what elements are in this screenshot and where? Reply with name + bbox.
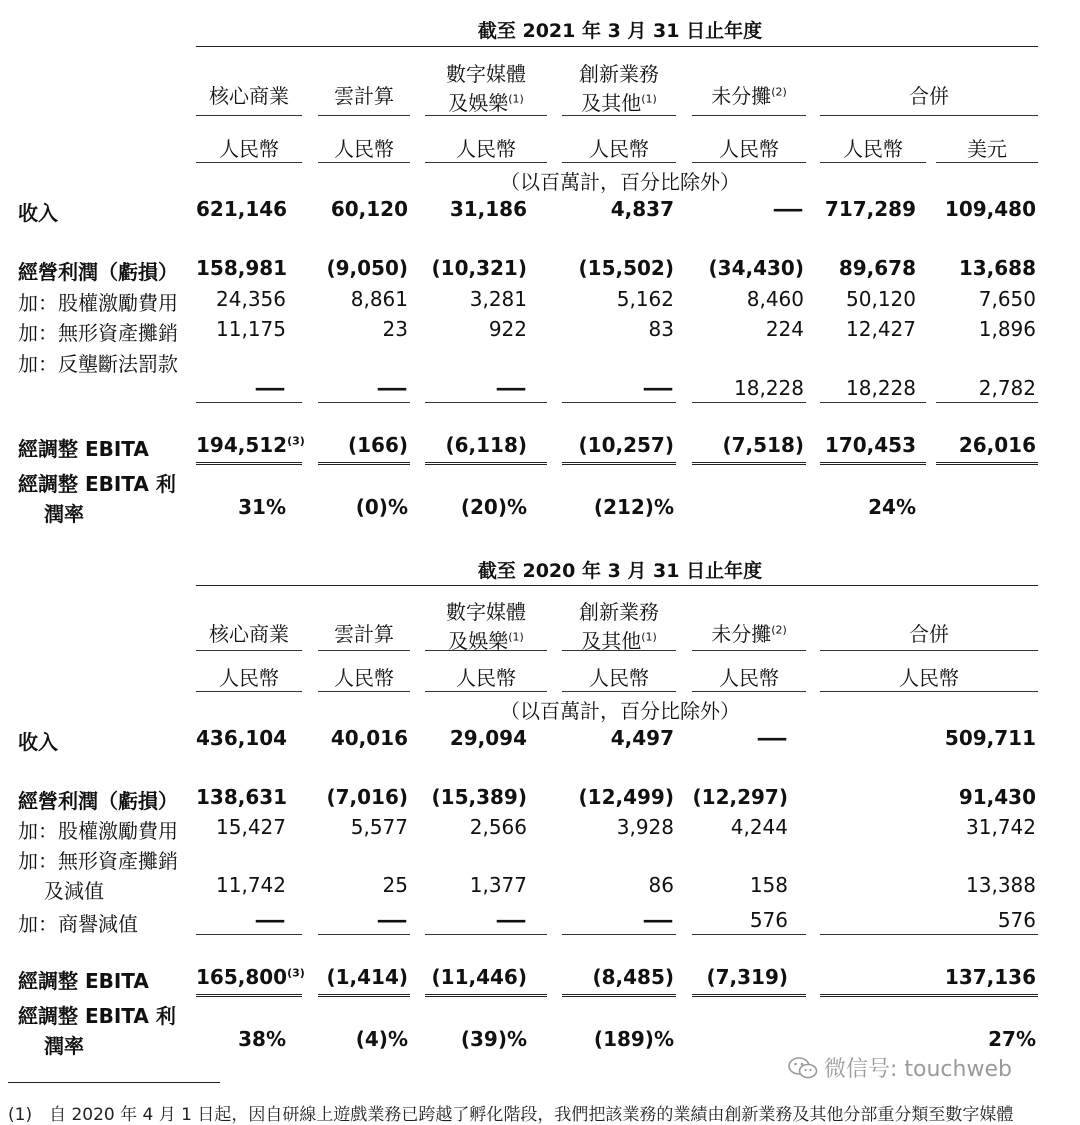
row-label: 經調整 EBITA [18,969,149,993]
table-cell: 3,281 [469,287,527,311]
divider [425,691,547,692]
table-cell: 31,742 [966,815,1036,839]
table-cell: 40,016 [330,726,408,750]
table-cell: 25 [382,873,408,897]
currency-cell: 人民幣 [456,137,516,161]
table-cell: 1,896 [978,317,1036,341]
table-cell: (7,518) [722,433,804,457]
table-cell: 576 [997,908,1036,932]
divider [692,691,806,692]
divider [196,162,302,163]
row-label: 經營利潤（虧損） [18,260,178,284]
row-label: 加：無形資產攤銷 [18,849,178,873]
divider [692,115,806,116]
table-cell: 4,497 [610,726,674,750]
divider [820,934,1038,935]
currency-cell: 人民幣 [719,137,779,161]
divider [318,402,410,403]
row-label: 加：無形資產攤銷 [18,321,178,345]
divider [562,691,676,692]
table-cell: 576 [749,908,788,932]
row-label: 潤率 [44,502,84,526]
table-cell: 86 [648,873,674,897]
divider [820,650,1038,651]
table-cell: 509,711 [944,726,1036,750]
table-cell: 2,782 [978,376,1036,400]
table-cell: 158 [749,873,788,897]
divider [196,650,302,651]
footnote-ref: (1) [508,92,524,106]
table-cell: 922 [488,317,527,341]
table-cell: (8,485) [592,965,674,989]
table-cell [196,433,305,457]
table-cell: — [642,908,674,932]
col-header-consol: 合併 [909,84,949,108]
table-cell: — [642,376,674,400]
table-cell: 26,016 [958,433,1036,457]
table-cell: — [254,376,286,400]
currency-cell: 人民幣 [843,137,903,161]
table-cell: (7,016) [326,785,408,809]
footnote-ref: (3) [287,966,305,980]
table-cell: (189)% [593,1027,674,1051]
table-cell: (39)% [460,1027,527,1051]
table-cell: — [495,908,527,932]
unit-note: （以百萬計，百分比除外） [500,699,740,723]
divider [692,934,806,935]
table-cell: (34,430) [708,256,804,280]
col-header-media-line1: 數字媒體 [446,62,526,86]
table-cell: (15,502) [578,256,674,280]
col-header-media-text: 及娛樂 [448,91,509,115]
unit-note: （以百萬計，百分比除外） [500,170,740,194]
table-cell: 3,928 [616,815,674,839]
table-cell: 11,175 [216,317,286,341]
table-cell: 18,228 [734,376,804,400]
divider [692,162,806,163]
col-header-core: 核心商業 [209,622,289,646]
divider [562,162,676,163]
currency-cell: 人民幣 [456,666,516,690]
table-cell: (11,446) [431,965,527,989]
table-cell: 137,136 [944,965,1036,989]
col-header-unalloc [692,618,806,647]
divider [196,585,1038,586]
divider [425,115,547,116]
table-cell: 8,861 [350,287,408,311]
table-cell: 12,427 [846,317,916,341]
table-cell: 50,120 [846,287,916,311]
divider [196,994,302,997]
table-cell: (4)% [355,1027,408,1051]
table-cell: 24,356 [216,287,286,311]
col-header-innov [562,58,676,116]
divider [692,402,806,403]
divider [692,462,806,465]
table-cell: 15,427 [216,815,286,839]
table-cell: (7,319) [706,965,788,989]
table-cell: 27% [988,1027,1036,1051]
divider [196,115,302,116]
col-header-media [425,596,547,654]
table-cell: (10,321) [431,256,527,280]
section-2021-title: 截至 2021 年 3 月 31 日止年度 [477,20,763,42]
footnote-ref: (2) [771,623,787,637]
table-cell: 109,480 [944,197,1036,221]
row-label: 加：商譽減值 [18,912,138,936]
table-cell: 29,094 [449,726,527,750]
col-header-unalloc-text: 未分攤 [711,622,772,646]
table-cell: 158,981 [196,256,288,280]
divider [425,994,547,997]
divider [562,402,676,403]
divider [820,462,926,465]
row-label: 經調整 EBITA 利 [18,1004,176,1028]
row-label: 潤率 [44,1034,84,1058]
divider [196,402,302,403]
table-cell: (212)% [593,495,674,519]
table-cell: 138,631 [196,785,288,809]
divider [196,691,302,692]
section-2020-title: 截至 2020 年 3 月 31 日止年度 [477,560,763,582]
table-cell: 4,244 [730,815,788,839]
row-label: 加：股權激勵費用 [18,291,178,315]
table-cell: — [772,197,804,221]
currency-cell: 人民幣 [219,137,279,161]
divider [820,691,1038,692]
col-header-media [425,58,547,116]
divider [562,115,676,116]
col-header-innov-text: 及其他 [581,91,642,115]
table-cell: 4,837 [610,197,674,221]
table-cell: 11,742 [216,873,286,897]
divider [318,994,410,997]
table-cell: (0)% [355,495,408,519]
currency-cell: 人民幣 [219,666,279,690]
table-cell: — [376,908,408,932]
divider [196,934,302,935]
divider [692,650,806,651]
col-header-cloud: 雲計算 [334,84,394,108]
divider [820,994,1038,997]
table-cell: — [254,908,286,932]
col-header-innov [562,596,676,654]
col-header-innov-line1: 創新業務 [579,62,659,86]
table-cell: 8,460 [746,287,804,311]
col-header-unalloc [692,80,806,109]
col-header-cloud: 雲計算 [334,622,394,646]
divider [318,115,410,116]
table-cell: (10,257) [578,433,674,457]
divider [318,162,410,163]
table-cell: 1,377 [469,873,527,897]
table-cell: 13,388 [966,873,1036,897]
row-label: 加：股權激勵費用 [18,819,178,843]
divider [318,934,410,935]
divider [562,650,676,651]
divider [562,994,676,997]
table-cell: 60,120 [330,197,408,221]
col-header-media-text: 及娛樂 [448,629,509,653]
divider [562,462,676,465]
wechat-icon [788,1057,818,1079]
divider [425,650,547,651]
table-cell: 18,228 [846,376,916,400]
table-cell: 24% [868,495,916,519]
col-header-core: 核心商業 [209,84,289,108]
divider [318,650,410,651]
row-label: 收入 [18,730,58,754]
table-cell: 621,146 [196,197,288,221]
divider [562,934,676,935]
currency-cell: 美元 [967,137,1007,161]
table-cell: 436,104 [196,726,288,750]
table-cell: 224 [765,317,804,341]
col-header-innov-line2 [562,87,676,116]
col-header-media-line2 [425,87,547,116]
col-header-innov-text: 及其他 [581,629,642,653]
footnote-ref: (3) [287,434,305,448]
row-label: 經調整 EBITA 利 [18,472,176,496]
row-label: 及減值 [44,879,104,903]
divider [425,462,547,465]
cell-value: 165,800 [196,965,288,989]
table-cell: (12,499) [578,785,674,809]
table-cell: 31,186 [449,197,527,221]
table-cell: (15,389) [431,785,527,809]
divider [318,462,410,465]
row-label: 加：反壟斷法罰款 [18,352,178,376]
table-cell: (166) [347,433,408,457]
currency-cell: 人民幣 [899,666,959,690]
table-cell: (12,297) [692,785,788,809]
table-cell: (20)% [460,495,527,519]
divider [425,402,547,403]
table-cell: 38% [238,1027,286,1051]
table-cell: 83 [648,317,674,341]
table-cell: (9,050) [326,256,408,280]
table-cell: 717,289 [824,197,916,221]
currency-cell: 人民幣 [589,137,649,161]
table-cell: 31% [238,495,286,519]
divider [692,994,806,997]
divider [196,462,302,465]
row-label: 經調整 EBITA [18,437,149,461]
footnote-ref: (1) [641,92,657,106]
table-cell: (6,118) [445,433,527,457]
currency-cell: 人民幣 [589,666,649,690]
table-cell: — [376,376,408,400]
table-cell: 89,678 [838,256,916,280]
table-cell: — [756,726,788,750]
row-label: 經營利潤（虧損） [18,789,178,813]
divider [936,402,1038,403]
divider [936,462,1038,465]
table-cell: 7,650 [978,287,1036,311]
table-cell [196,965,305,989]
table-cell: — [495,376,527,400]
footnote-text: (1) 自 2020 年 4 月 1 日起，因自研線上遊戲業務已跨越了孵化階段，我們把該業務的業績由創新業務及其他分部重分類至數字媒體 [8,1105,1014,1125]
table-cell: 2,566 [469,815,527,839]
divider [820,162,926,163]
table-cell: 13,688 [958,256,1036,280]
table-cell: (1,414) [326,965,408,989]
table-cell: 23 [382,317,408,341]
col-header-media-line1: 數字媒體 [446,600,526,624]
currency-cell: 人民幣 [719,666,779,690]
col-header-unalloc-text: 未分攤 [711,84,772,108]
table-cell: 5,162 [616,287,674,311]
divider [425,162,547,163]
divider [820,115,1038,116]
table-cell: 5,577 [350,815,408,839]
divider [318,691,410,692]
footnote-ref: (2) [771,85,787,99]
currency-cell: 人民幣 [334,666,394,690]
table-cell: 91,430 [958,785,1036,809]
divider [936,162,1038,163]
currency-cell: 人民幣 [334,137,394,161]
watermark-text: 微信号: touchweb [824,1057,1012,1082]
col-header-consol: 合併 [909,622,949,646]
footnote-ref: (1) [508,630,524,644]
divider [425,934,547,935]
footnote-ref: (1) [641,630,657,644]
divider [196,46,1038,47]
watermark [788,1052,1012,1083]
footnote-divider [8,1082,220,1083]
col-header-innov-line1: 創新業務 [579,600,659,624]
cell-value: 194,512 [196,433,288,457]
divider [820,402,926,403]
table-cell: 170,453 [824,433,916,457]
row-label: 收入 [18,201,58,225]
